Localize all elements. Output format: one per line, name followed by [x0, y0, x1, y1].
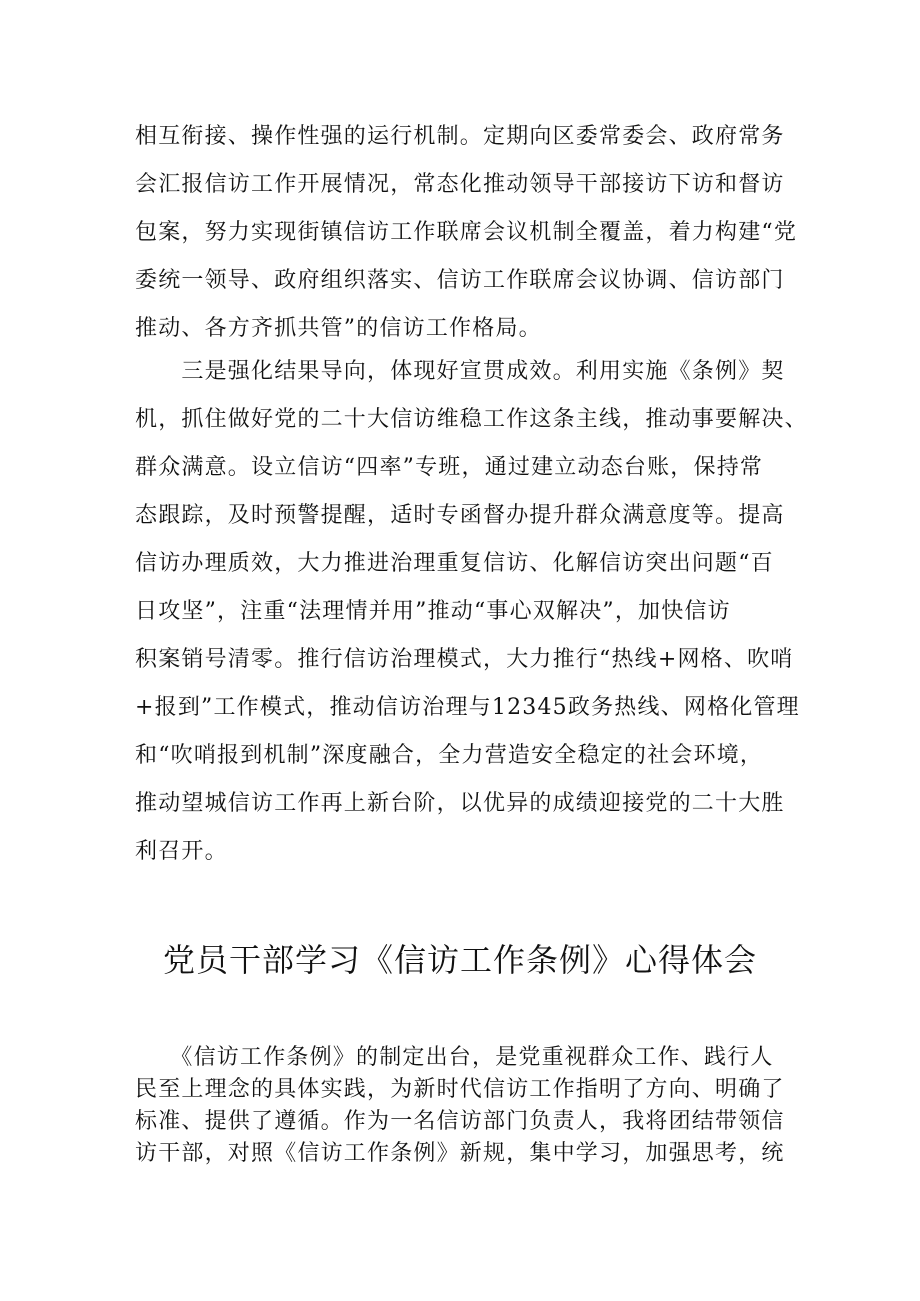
- text-line: 包案，努力实现街镇信访工作联席会议机制全覆盖，着力构建“党: [135, 220, 798, 245]
- text-line: 信访办理质效，大力推进治理重复信访、化解信访突出问题“百: [135, 551, 774, 576]
- text-line: 利召开。: [135, 839, 228, 864]
- paragraph-1: [135, 113, 798, 353]
- text-line: 日攻坚”，注重“法理情并用”推动“事心双解决”，加快信访: [135, 599, 731, 624]
- text-line: 三是强化结果导向，体现好宣贯成效。利用实施《条例》契: [135, 359, 785, 384]
- text-line: 民至上理念的具体实践，为新时代信访工作指明了方向、明确了: [135, 1077, 785, 1102]
- page-title: 党员干部学习《信访工作条例》心得体会: [162, 941, 757, 979]
- text-line: +报到”工作模式，推动信访治理与12345政务热线、网格化管理: [135, 695, 800, 720]
- text-line: 访干部，对照《信访工作条例》新规，集中学习，加强思考，统: [135, 1141, 785, 1166]
- text-line: 积案销号清零。推行信访治理模式，大力推行“热线+网格、吹哨: [135, 647, 794, 672]
- text-line: 和“吹哨报到机制”深度融合，全力营造安全稳定的社会环境，: [135, 743, 764, 768]
- text-line: 相互衔接、操作性强的运行机制。定期向区委常委会、政府常务: [135, 124, 785, 149]
- text-line: 《信访工作条例》的制定出台，是党重视群众工作、践行人: [135, 1045, 774, 1070]
- paragraph-3: [135, 1042, 795, 1170]
- text-line: 推动望城信访工作再上新台阶，以优异的成绩迎接党的二十大胜: [135, 791, 785, 816]
- text-line: 委统一领导、政府组织落实、信访工作联席会议协调、信访部门: [135, 268, 785, 293]
- text-line: 群众满意。设立信访“四率”专班，通过建立动态台账，保持常: [135, 455, 764, 480]
- text-line: 标准、提供了遵循。作为一名信访部门负责人，我将团结带领信: [135, 1109, 785, 1134]
- paragraph-2: [135, 348, 808, 876]
- text-line: 机，抓住做好党的二十大信访维稳工作这条主线，推动事要解决、: [135, 407, 808, 432]
- text-line: 会汇报信访工作开展情况，常态化推动领导干部接访下访和督访: [135, 172, 785, 197]
- text-line: 态跟踪，及时预警提醒，适时专函督办提升群众满意度等。提高: [135, 503, 785, 528]
- text-line: 推动、各方齐抓共管”的信访工作格局。: [135, 316, 542, 341]
